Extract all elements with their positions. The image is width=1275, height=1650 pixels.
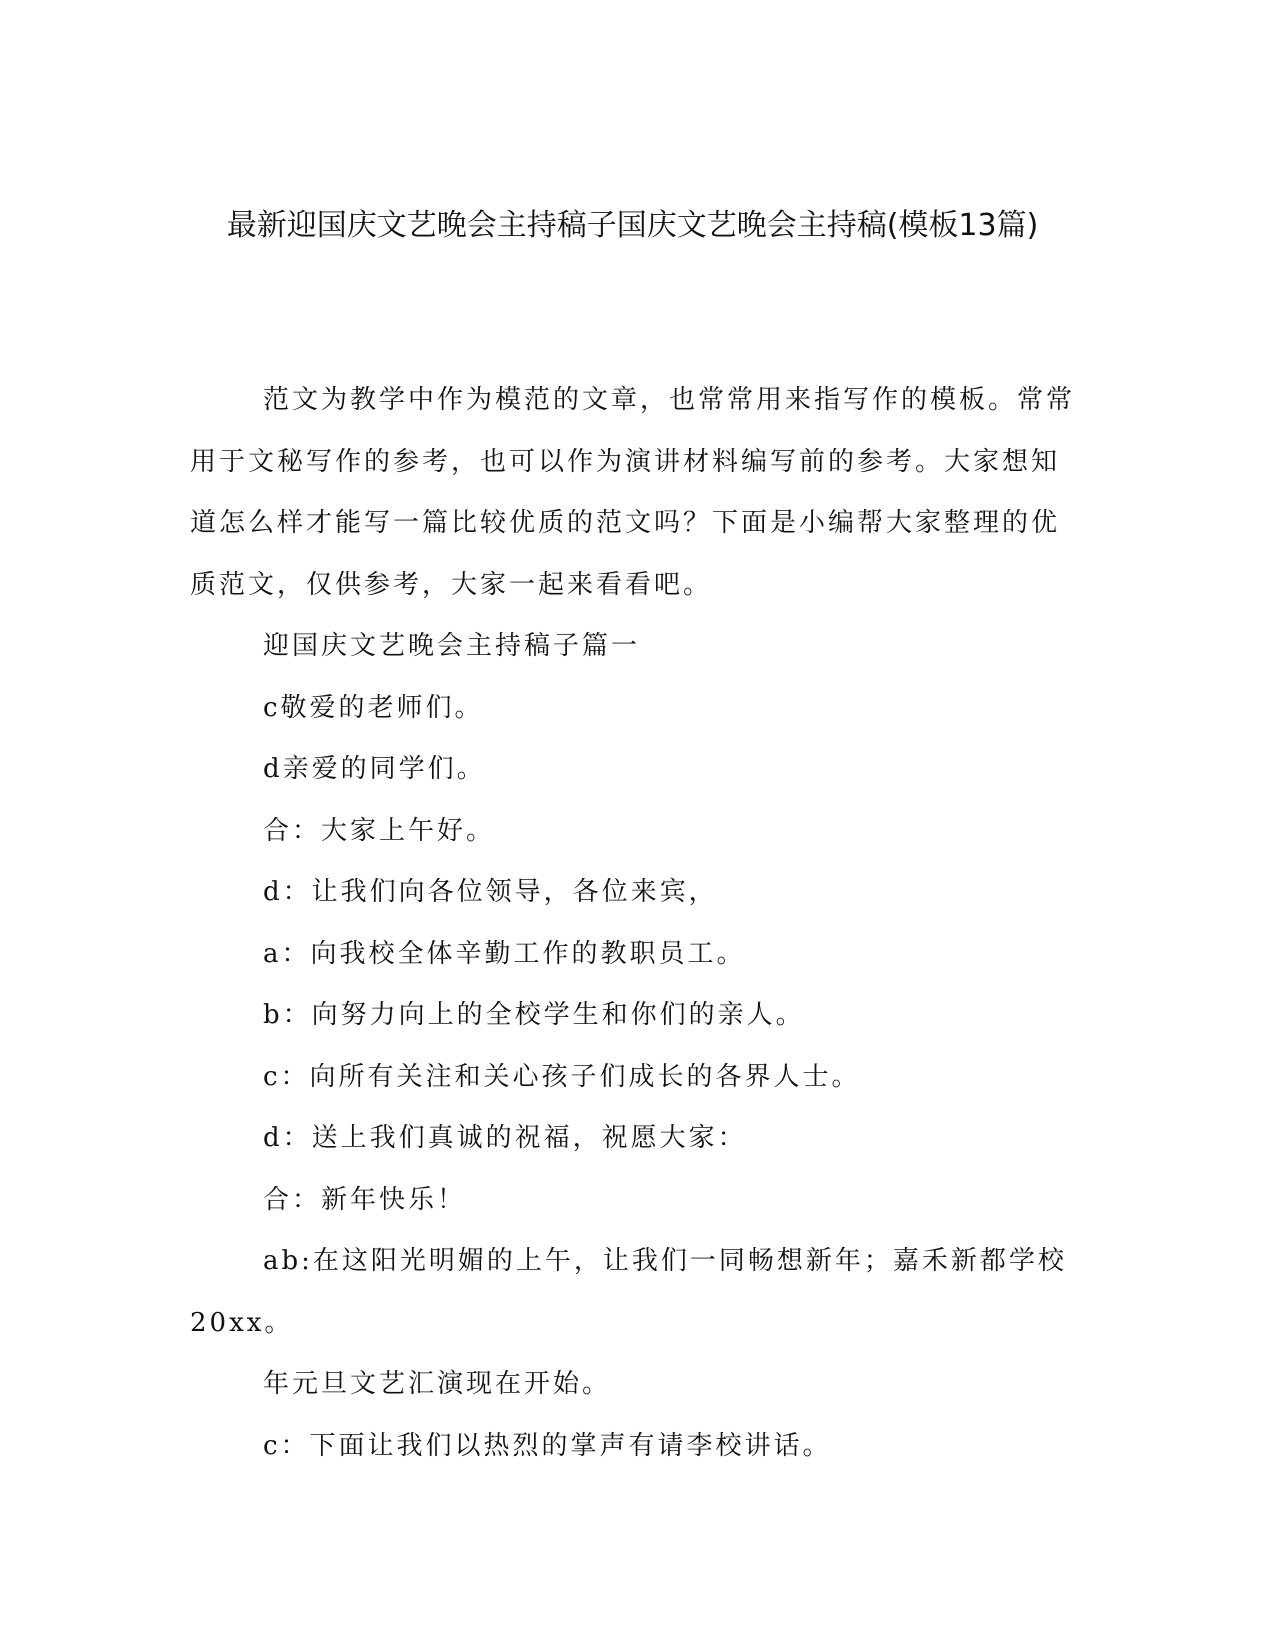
script-line: 年元旦文艺汇演现在开始。 [263, 1369, 612, 1399]
script-line: a：向我校全体辛勤工作的教职员工。 [263, 938, 746, 969]
document-body [190, 370, 1080, 1477]
script-line: d：让我们向各位领导，各位来宾， [263, 877, 718, 907]
section-heading: 迎国庆文艺晚会主持稿子篇一 [263, 631, 641, 661]
script-line: 合：新年快乐！ [263, 1184, 467, 1215]
script-line: d：送上我们真诚的祝福，祝愿大家： [263, 1123, 747, 1153]
script-line: 合：大家上午好。 [263, 815, 496, 846]
script-line: d亲爱的同学们。 [263, 754, 486, 784]
document-title: 最新迎国庆文艺晚会主持稿子国庆文艺晚会主持稿(模板13篇) [226, 208, 1039, 243]
script-line: c：下面让我们以热烈的掌声有请李校讲话。 [263, 1430, 832, 1461]
script-line: ab:在这阳光明媚的上午，让我们一同畅想新年；嘉禾新都学校20xx。 [190, 1246, 1067, 1338]
script-line: c敬爱的老师们。 [263, 692, 484, 723]
intro-paragraph: 范文为教学中作为模范的文章，也常常用来指写作的模板。常常用于文秘写作的参考，也可以作为演讲材料编写前的参考。大家想知道怎么样才能写一篇比较优质的范文吗？下面是小编帮大家整理的优质范文，仅供参考，大家一起来看看吧。 [190, 385, 1076, 600]
script-line: b：向努力向上的全校学生和你们的亲人。 [263, 1000, 805, 1030]
script-line: c：向所有关注和关心孩子们成长的各界人士。 [263, 1061, 861, 1092]
